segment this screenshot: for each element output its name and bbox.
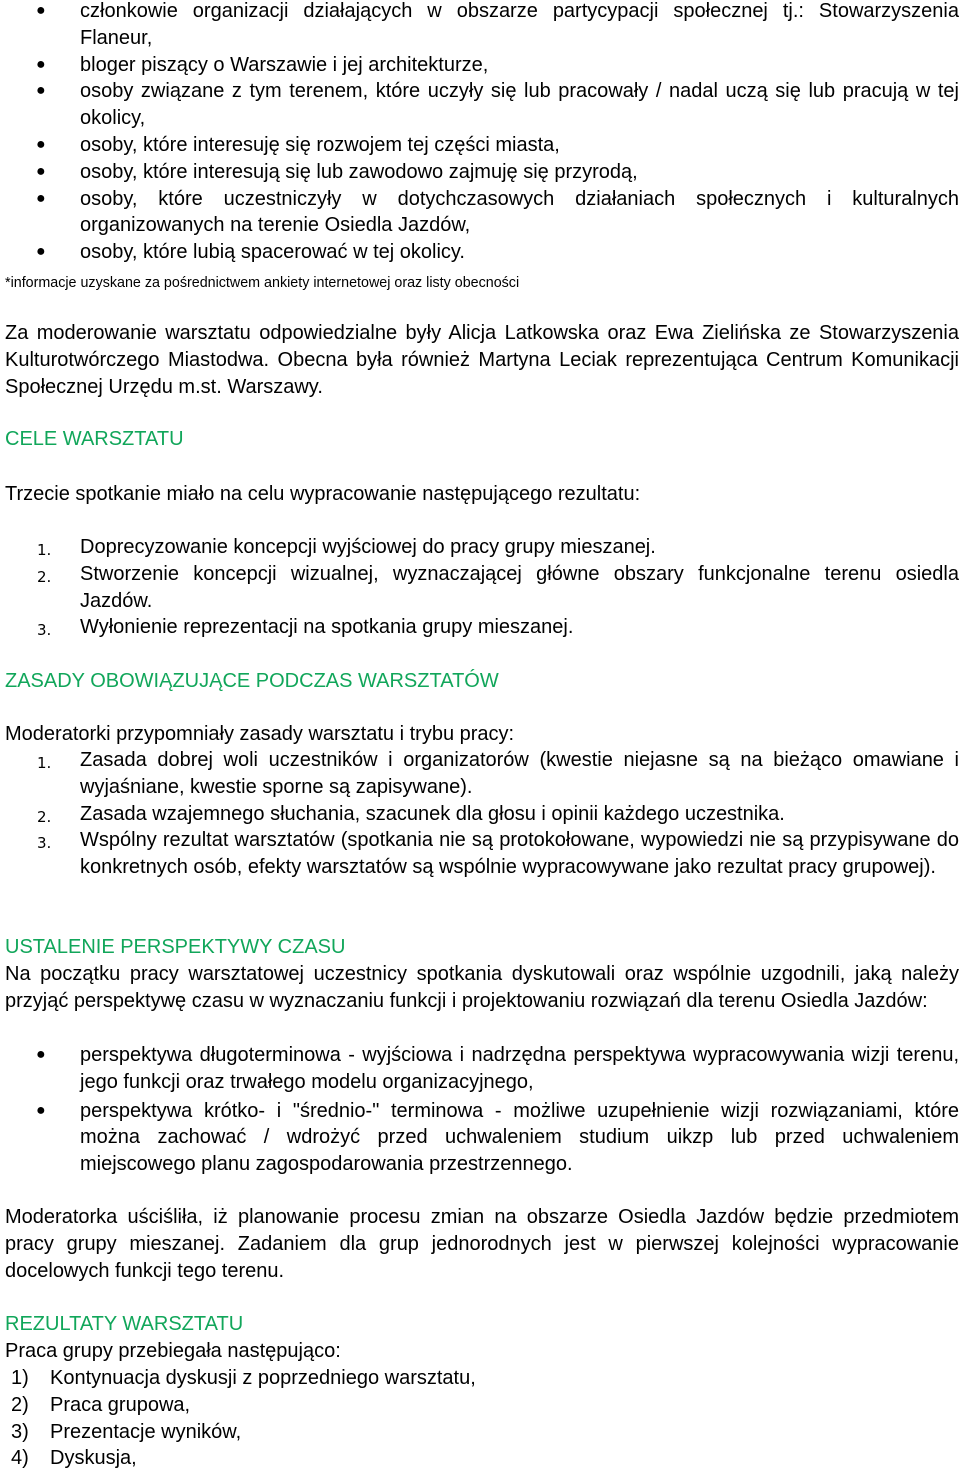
goals-heading: CELE WARSZTATU — [5, 428, 184, 450]
time-perspective-heading: USTALENIE PERSPEKTYWY CZASU — [5, 936, 346, 958]
list-item: ● członkowie organizacji działających w obszarze partycypacji społecznej tj.: Stowarzyszenia Flaneur, — [36, 0, 959, 49]
rules-intro: Moderatorki przypomniały zasady warsztatu i trybu pracy: — [5, 723, 515, 745]
bullet-icon: ● — [36, 1046, 46, 1063]
list-item: 2. Zasada wzajemnego słuchania, szacunek dla głosu i opinii każdego uczestnika. — [37, 802, 785, 826]
rules-list — [5, 747, 959, 881]
list-item: ● perspektywa długoterminowa - wyjściowa i nadrzędna perspektywa wypracowywania wizji terenu, jego funkcji oraz trwałego modelu organizacyjnego, — [36, 1044, 959, 1093]
bullet-icon: ● — [36, 1101, 46, 1119]
bullet-icon: ● — [36, 82, 46, 100]
list-item: 2. Stworzenie koncepcji wizualnej, wyznaczającej główne obszary funkcjonalne terenu osiedla Jazdów. — [37, 562, 959, 612]
time-perspective-intro: Na początku pracy warsztatowej uczestnicy spotkania dyskutowali oraz wspólnie uzgodnili, jaką należy przyjąć perspektywę czasu w wyznaczaniu funkcji i projektowaniu rozwiązań dla terenu Osiedla Jazdów: — [5, 963, 959, 1012]
time-perspective-list — [5, 1042, 959, 1178]
list-item: ● osoby, które lubią spacerować w tej okolicy. — [5, 239, 959, 266]
results-intro: Praca grupy przebiegała następująco: — [5, 1340, 341, 1362]
time-perspective-summary: Moderatorka uściśliła, iż planowanie procesu zmian na obszarze Osiedla Jazdów będzie przedmiotem pracy grupy mieszanej. Zadaniem dla grup jednorodnych jest w pierwszej kolejności wypracowanie docelowych funkcji tego terenu. — [5, 1206, 959, 1282]
bullet-icon: ● — [36, 243, 46, 261]
list-item: ● bloger piszący o Warszawie i jej architekturze, — [5, 52, 959, 79]
list-item: 1) Kontynuacja dyskusji z poprzedniego warsztatu, — [11, 1367, 476, 1389]
list-item: 1. Zasada dobrej woli uczestników i organizatorów (kwestie niejasne są na bieżąco omawiane i wyjaśniane, kwestie sporne są zapisywane). — [37, 749, 959, 798]
list-item: ● osoby, które uczestniczyły w dotychczasowych działaniach społecznych i kulturalnych organizowanych na terenie Osiedla Jazdów, — [36, 187, 959, 237]
bullet-icon: ● — [36, 55, 46, 73]
list-item: 3. Wyłonienie reprezentacji na spotkania grupy mieszanej. — [37, 616, 574, 640]
bullet-icon: ● — [36, 2, 46, 19]
results-section — [5, 1365, 959, 1472]
list-item: ● osoby, które interesuję się rozwojem tej części miasta, — [5, 132, 959, 159]
rules-section — [5, 747, 959, 881]
list-item: ● osoby związane z tym terenem, które uczyły się lub pracowały / nadal uczą się lub pracują w tej okolicy, — [36, 80, 959, 130]
list-item: 2) Praca grupowa, — [11, 1393, 191, 1416]
goals-list — [5, 534, 959, 641]
results-heading: REZULTATY WARSZTATU — [5, 1313, 244, 1335]
survey-note: *informacje uzyskane za pośrednictwem ankiety internetowej oraz listy obecności — [5, 275, 520, 291]
participants-section — [5, 0, 959, 266]
moderation-paragraph: Za moderowanie warsztatu odpowiedzialne były Alicja Latkowska oraz Ewa Zielińska ze Stowarzyszenia Kulturotwórczego Miastodwa. Obecna była również Martyna Leciak reprezentująca Centrum Komunikacji Społecznej Urzędu m.st. Warszawy. — [5, 322, 959, 398]
list-item: 3. Wspólny rezultat warsztatów (spotkania nie są protokołowane, wypowiedzi nie są przypisywane do konkretnych osób, efekty warsztatów są wspólnie wypracowywane jako rezultat pracy grupowej). — [37, 829, 959, 879]
list-item: 4) Dyskusja, — [11, 1447, 137, 1470]
goals-intro: Trzecie spotkanie miało na celu wypracowanie następującego rezultatu: — [5, 483, 641, 505]
list-item: 1. Doprecyzowanie koncepcji wyjściowej do pracy grupy mieszanej. — [37, 536, 656, 559]
results-list — [5, 1365, 959, 1472]
time-perspective-section — [5, 1042, 959, 1178]
list-item: ● perspektywa krótko- i "średnio-" terminowa - możliwe uzupełnienie wizji rozwiązaniami, które można zachować / wdrożyć przed uchwaleniem studium uikzp lub przed uchwaleniem miejscowego planu zagospodarowania przestrzennego. — [36, 1099, 959, 1176]
participants-list — [5, 0, 959, 266]
bullet-icon: ● — [36, 189, 46, 207]
goals-section — [5, 534, 959, 641]
list-item: 3) Prezentacje wyników, — [11, 1420, 242, 1443]
list-item: ● osoby, które interesują się lub zawodowo zajmuję się przyrodą, — [5, 159, 959, 186]
bullet-icon: ● — [36, 135, 46, 153]
rules-heading: ZASADY OBOWIĄZUJĄCE PODCZAS WARSZTATÓW — [5, 670, 499, 692]
bullet-icon: ● — [36, 162, 46, 180]
